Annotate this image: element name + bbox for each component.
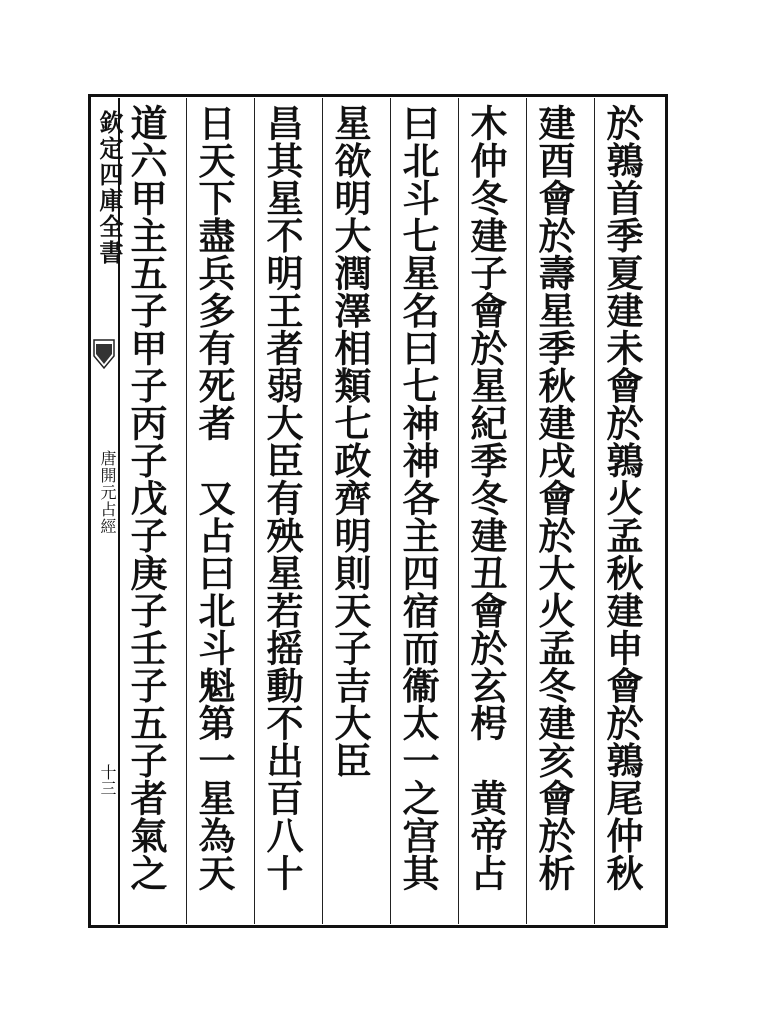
column-rule bbox=[526, 98, 527, 924]
fish-tail-mark bbox=[92, 338, 116, 374]
book-title: 唐開元占經 bbox=[98, 450, 117, 535]
text-column-6: 昌其星不明王者弱大臣有殃星若摇動不出百八十 bbox=[260, 104, 304, 892]
text-column-2: 建酉會於壽星季秋建戌會於大火孟冬建亥會於析 bbox=[532, 104, 576, 892]
column-rule bbox=[322, 98, 323, 924]
text-column-7: 日天下盡兵多有死者 又占曰北斗魁第一星為天 bbox=[192, 104, 236, 892]
text-column-1: 於鶉首季夏建未會於鶉火孟秋建申會於鶉尾仲秋 bbox=[600, 104, 644, 892]
page-number: 十三 bbox=[98, 764, 117, 796]
series-title: 欽定四庫全書 bbox=[95, 110, 124, 266]
text-column-5: 星欲明大潤澤相類七政齊明則天子吉大臣 bbox=[328, 104, 372, 779]
column-rule bbox=[458, 98, 459, 924]
column-rule bbox=[254, 98, 255, 924]
text-column-4: 曰北斗七星名曰七神神各主四宿而衞太一之宫其 bbox=[396, 104, 440, 892]
text-column-8: 道六甲主五子甲子丙子戊子庚子壬子五子者氣之 bbox=[124, 104, 168, 892]
column-rule bbox=[186, 98, 187, 924]
text-column-3: 木仲冬建子會於星紀季冬建丑會於玄枵 黄帝占 bbox=[464, 104, 508, 892]
column-rule bbox=[594, 98, 595, 924]
column-rule bbox=[390, 98, 391, 924]
